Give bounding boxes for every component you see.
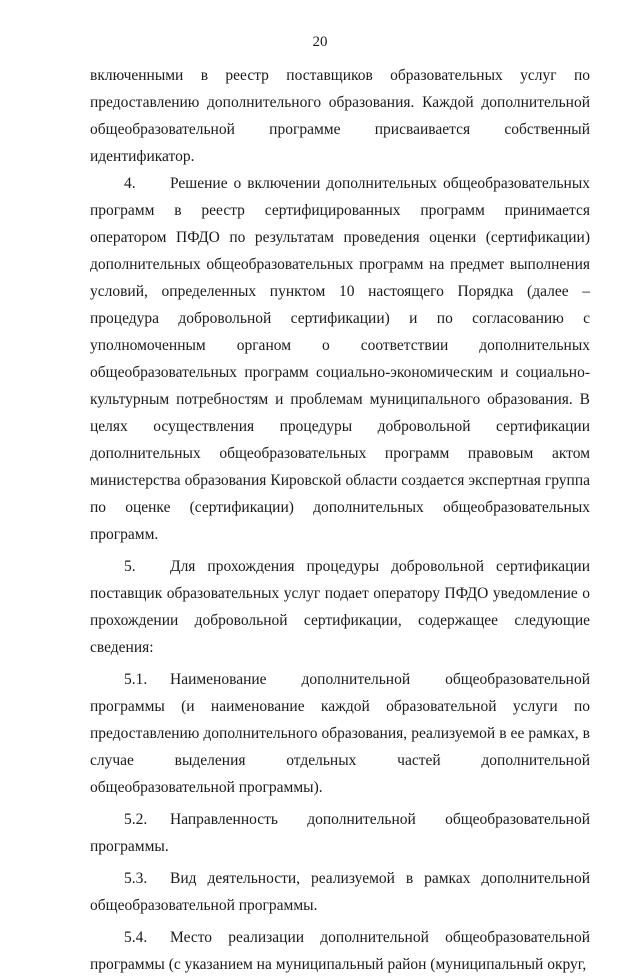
paragraph-text: Вид деятельности, реализуемой в рамках дополнительной общеобразовательной программы. bbox=[90, 870, 590, 914]
paragraph-number: 5.1. bbox=[124, 671, 148, 688]
page-number: 20 bbox=[312, 34, 328, 50]
paragraph-text: Наименование дополнительной общеобразовательной программы (и наименование каждой образовательной услуги по предоставлению дополнительного образования, реализуемой в ее рамках, в случае выделения отдельных частей дополнительной общеобразовательной программы). bbox=[90, 671, 590, 796]
paragraph-text: Решение о включении дополнительных общеобразовательных программ в реестр сертифицированных программ принимается оператором ПФДО по результатам проведения оценки (сертификации) дополнительных общеобразовательных программ на предмет выполнения условий, определенных пунктом 10 настоящего Порядка (далее – процедура добровольной сертификации) и по согласованию с уполномоченным органом о соответствии дополнительных общеобразовательных программ социально-экономическим и социально-культурным потребностям и проблемам муниципального образования. В целях осуществления процедуры добровольной сертификации дополнительных общеобразовательных программ правовым актом министерства образования Кировской области создается экспертная группа по оценке (сертификации) дополнительных общеобразовательных программ. bbox=[90, 175, 590, 543]
paragraph-number: 5.2. bbox=[124, 811, 148, 828]
paragraph-4 bbox=[90, 170, 590, 548]
paragraph-continuation bbox=[90, 62, 590, 170]
document-body bbox=[90, 62, 590, 978]
paragraph-5-2 bbox=[90, 806, 590, 860]
paragraph-number: 5. bbox=[124, 558, 136, 575]
paragraph-text: Для прохождения процедуры добровольной сертификации поставщик образовательных услуг подает оператору ПФДО уведомление о прохождении добровольной сертификации, содержащее следующие сведения: bbox=[90, 558, 590, 656]
paragraph-5-3 bbox=[90, 865, 590, 919]
paragraph-number: 5.3. bbox=[124, 870, 148, 887]
paragraph-text: Направленность дополнительной общеобразовательной программы. bbox=[90, 811, 590, 855]
paragraph-5-4 bbox=[90, 924, 590, 978]
paragraph-number: 5.4. bbox=[124, 929, 148, 946]
paragraph-5 bbox=[90, 553, 590, 661]
paragraph-number: 4. bbox=[124, 175, 136, 192]
paragraph-5-1 bbox=[90, 666, 590, 801]
paragraph-text: Место реализации дополнительной общеобразовательной программы (с указанием на муниципальный район (муниципальный округ, bbox=[90, 929, 590, 973]
paragraph-text: включенными в реестр поставщиков образовательных услуг по предоставлению дополнительного образования. Каждой дополнительной общеобразовательной программе присваивается собственный идентификатор. bbox=[90, 67, 590, 165]
